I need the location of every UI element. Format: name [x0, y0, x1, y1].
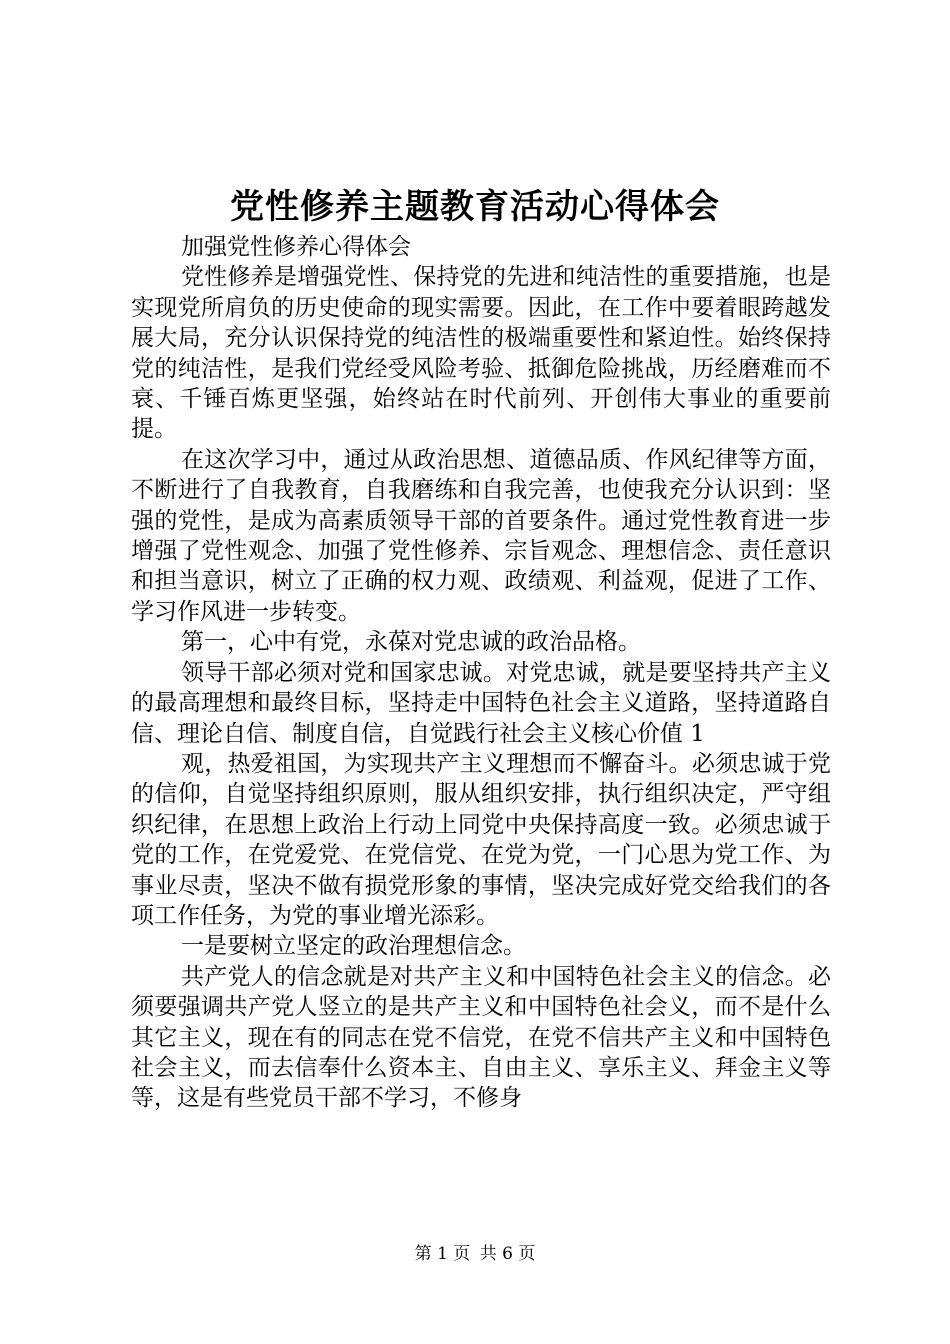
paragraph: 在这次学习中，通过从政治思想、道德品质、作风纪律等方面，不断进行了自我教育，自我磨练和自我完善，也使我充分认识到：坚强的党性，是成为高素质领导干部的首要条件。通过党性教育进一步增强了党性观念、加强了党性修养、宗旨观念、理想信念、责任意识和担当意识，树立了正确的权力观、政绩观、利益观，促进了工作、学习作风进一步转变。 — [131, 446, 831, 625]
paragraph: 共产党人的信念就是对共产主义和中国特色社会主义的信念。必须要强调共产党人竖立的是共产主义和中国特色社会义，而不是什么其它主义，现在有的同志在党不信党，在党不信共产主义和中国特色社会主义，而去信奉什么资本主、自由主义、享乐主义、拜金主义等等，这是有些党员干部不学习，不修身 — [131, 963, 831, 1112]
paragraph: 党性修养是增强党性、保持党的先进和纯洁性的重要措施，也是实现党所肩负的历史使命的现实需要。因此，在工作中要着眼跨越发展大局，充分认识保持党的纯洁性的极端重要性和紧迫性。始终保持党的纯洁性，是我们党经受风险考验、抵御危险挑战，历经磨难而不衰、千锤百炼更坚强，始终站在时代前列、开创伟大事业的重要前提。 — [131, 264, 831, 443]
document-title: 党性修养主题教育活动心得体会 — [230, 187, 720, 227]
paragraph: 观，热爱祖国，为实现共产主义理想而不懈奋斗。必须忠诚于党的信仰，自觉坚持组织原则，服从组织安排，执行组织决定，严守组织纪律，在思想上政治上行动上同党中央保持高度一致。必须忠诚于党的工作，在党爱党、在党信党、在党为党，一门心思为党工作、为事业尽责，坚决不做有损党形象的事情，坚决完成好党交给我们的各项工作任务，为党的事业增光添彩。 — [131, 750, 831, 929]
paragraph: 领导干部必须对党和国家忠诚。对党忠诚，就是要坚持共产主义的最高理想和最终目标，坚持走中国特色社会主义道路，坚持道路自信、理论自信、制度自信，自觉践行社会主义核心价值 1 — [131, 659, 831, 747]
page-total: 共 6 页 — [479, 1244, 536, 1264]
paragraph-heading: 一是要树立坚定的政治理想信念。 — [181, 933, 526, 960]
page-number: 第 1 页 — [414, 1244, 471, 1264]
paragraph-heading: 第一，心中有党，永葆对党忠诚的政治品格。 — [181, 629, 641, 656]
paragraph-subtitle: 加强党性修养心得体会 — [181, 234, 411, 260]
document-body — [131, 232, 831, 1114]
page-footer — [0, 1242, 950, 1266]
